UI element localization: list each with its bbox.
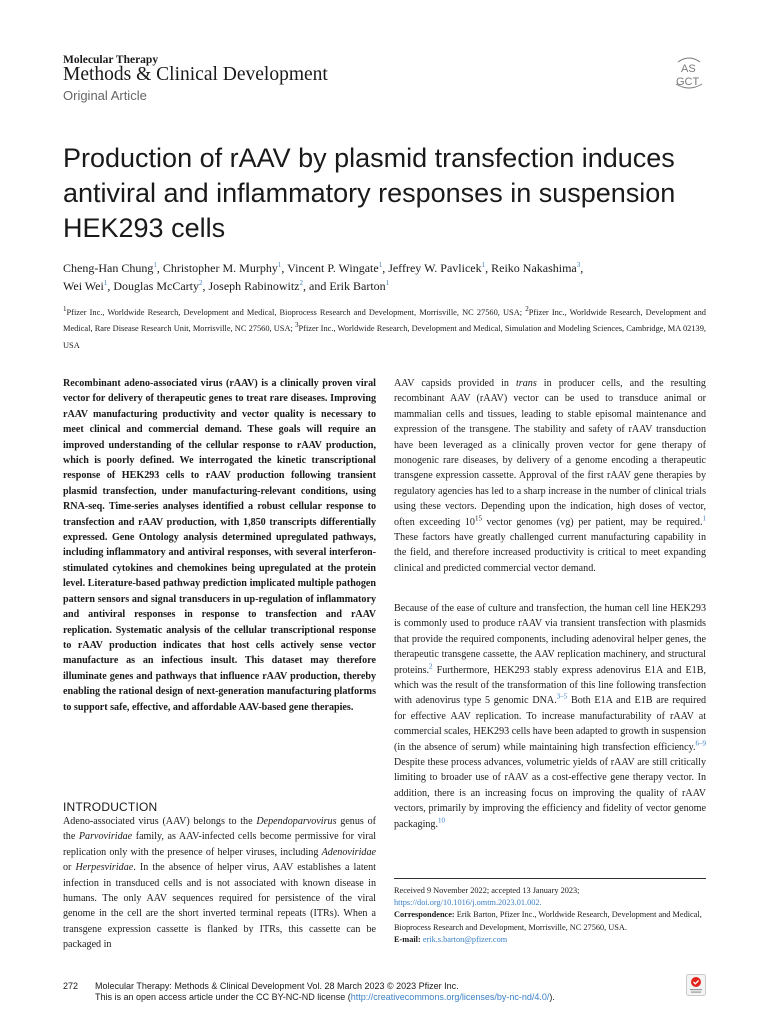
doi-link[interactable]: https://doi.org/10.1016/j.omtm.2023.01.002.	[394, 898, 542, 908]
citation-ref[interactable]: 10	[438, 816, 446, 825]
exponent: 15	[474, 514, 482, 523]
citation-ref[interactable]: 1	[702, 514, 707, 523]
text-run: genus of the	[63, 816, 376, 843]
affiliation-ref[interactable]: 1	[103, 279, 108, 287]
affiliation-ref[interactable]: 1	[385, 279, 390, 287]
introduction-heading: INTRODUCTION	[63, 800, 158, 814]
text-run: family, as AAV-infected cells become permissive for viral replication only with the presence of helper viruses, including	[63, 831, 377, 858]
affiliation-ref[interactable]: 1	[481, 261, 486, 269]
journal-name: Methods & Clinical Development	[63, 64, 328, 85]
affiliation-number: 1	[63, 305, 67, 314]
footer-citation	[95, 981, 555, 1003]
text-run: vector genomes (vg) per patient, may be required.	[481, 516, 703, 528]
received-dates: Received 9 November 2022; accepted 13 January 2023;	[394, 886, 580, 895]
text-run: These factors have greatly challenged current manufacturing capability in the field, and therefore increased productivity is critical to meet expanding clinical and predicted commercial vector demand.	[394, 532, 706, 574]
email-label: E-mail:	[394, 934, 421, 944]
affiliation-number: 3	[295, 321, 299, 330]
body-paragraph	[394, 601, 706, 832]
citation-ref[interactable]: 6–9	[695, 739, 706, 748]
affiliation-ref[interactable]: 2	[299, 279, 303, 287]
author-name: Vincent P. Wingate	[287, 261, 379, 275]
logo-text-bottom: GCT	[676, 76, 700, 88]
affiliation-ref[interactable]: 1	[378, 261, 383, 269]
license-suffix: ).	[549, 992, 555, 1003]
italic-term: Herpesviridae	[75, 862, 134, 874]
text-run: or	[63, 862, 76, 874]
article-info-box	[394, 885, 706, 946]
check-for-updates-icon[interactable]	[686, 974, 706, 996]
body-paragraph	[394, 376, 706, 576]
italic-term: trans	[516, 378, 537, 389]
citation-ref[interactable]: 3–5	[556, 693, 568, 702]
divider	[394, 878, 706, 879]
affiliations	[63, 305, 706, 354]
license-line	[95, 992, 555, 1003]
text-run: . In the absence of helper virus, AAV establishes a latent infection in transduced cells and is not associated with known disease in humans. The only AAV sequences required for persistence of the viral genome in the cell are the short inverted terminal repeats (ITRs). When a transgene expression cassette is flanked by ITRs, this cassette can be packaged in	[63, 862, 376, 951]
email-link[interactable]: erik.s.barton@pfizer.com	[422, 934, 508, 944]
correspondence-label: Correspondence:	[394, 910, 455, 920]
article-type: Original Article	[63, 88, 147, 103]
author-name: Jeffrey W. Pavlicek	[388, 261, 482, 275]
affiliation-text: Pfizer Inc., Worldwide Research, Development and Medical, Simulation and Modeling Sciences, Cambridge, MA 02139, USA	[63, 324, 706, 350]
author-name: and Erik Barton	[309, 279, 386, 293]
author-list: Cheng-Han Chung$^1$, Christopher M. Murphy$^1$, Vincent P. Wingate$^1$, Jeffrey W. Pavlicek$^1$, Reiko Nakashima$^3$, Wei Wei$^1$, Douglas McCarty$^2$, Joseph Rabinowitz$^2$, and Erik Barton$^1$	[63, 261, 584, 293]
affiliation-ref[interactable]: 1	[153, 261, 157, 269]
italic-term: Parvoviridae	[78, 831, 133, 843]
logo-text-top: AS	[681, 63, 696, 75]
correspondence-text: Erik Barton, Pfizer Inc., Worldwide Research, Development and Medical, Bioprocess Research and Development, Morrisville, NC 27560, USA.	[394, 910, 702, 932]
author-name: Reiko Nakashima	[491, 261, 577, 275]
article-title: Production of rAAV by plasmid transfection induces antiviral and inflammatory responses in suspension HEK293 cells	[63, 143, 676, 243]
citation-ref[interactable]: 2	[429, 662, 433, 671]
text-run: Because of the ease of culture and transfection, the human cell line HEK293 is commonly used to produce rAAV via transient transfection with plasmids that provide the required components, including adenoviral helper genes, the therapeutic transgene cassette, the AAV replication machinery, and structural proteins.	[394, 603, 706, 676]
license-link[interactable]: http://creativecommons.org/licenses/by-nc-nd/4.0/	[350, 992, 550, 1003]
text-run: Both E1A and E1B are required for effective AAV replication. To increase manufacturability of rAAV at commercial scales, HEK293 cells have been adapted to growth in suspension (in the absence of serum) while maintaining high transfection efficiency.	[394, 695, 706, 753]
license-prefix: This is an open access article under the CC BY-NC-ND license (	[95, 992, 351, 1003]
citation-line: Molecular Therapy: Methods & Clinical Development Vol. 28 March 2023 © 2023 Pfizer Inc.	[95, 981, 459, 991]
asgct-logo-icon	[672, 54, 706, 90]
text-run: Adeno-associated virus (AAV) belongs to the	[63, 816, 257, 827]
affiliation-number: 2	[525, 305, 529, 314]
author-name: Joseph Rabinowitz	[208, 279, 300, 293]
affiliation-ref[interactable]: 1	[277, 261, 282, 269]
text-run: in producer cells, and the resulting recombinant AAV (rAAV) vector can be used to transduce animal or mammalian cells and tissues, leading to stable episomal maintenance and expression of the transgene. The stability and safety of rAAV transduction have been leveraged as a clinically proven vector for gene therapy of monogenic rare diseases, by delivery of a genome encoding a therapeutic transgene expression cassette. Approval of the first rAAV gene therapies by regulatory agencies has led to a sharp increase in the number of clinical trials using these vectors. Depending upon the indication, high doses of vector, often exceeding 10	[394, 378, 706, 528]
author-name: Douglas McCarty	[113, 279, 199, 293]
affiliation-text: Pfizer Inc., Worldwide Research, Development and Medical, Bioprocess Research and Development, Morrisville, NC 27560, USA;	[66, 308, 526, 317]
text-run: Despite these process advances, volumetric yields of rAAV are still critically limiting to broader use of rAAV as a cost-effective gene therapy vector. In addition, there is an increasing focus on improving the quality of rAAV vectors, primarily by improving the efficiency and fidelity of vector genome packaging.	[394, 757, 706, 830]
affiliation-ref[interactable]: 3	[576, 261, 581, 269]
author-name: Cheng-Han Chung	[63, 261, 154, 275]
author-name: Christopher M. Murphy	[162, 261, 278, 275]
affiliation-ref[interactable]: 2	[199, 279, 203, 287]
affiliation-text: Pfizer Inc., Worldwide Research, Development and Medical, Rare Disease Research Unit, Morrisville, NC 27560, USA;	[63, 308, 706, 334]
italic-term: Dependoparvovirus	[256, 816, 337, 827]
abstract: Recombinant adeno-associated virus (rAAV) is a clinically proven viral vector for delivery of therapeutic genes to treat rare diseases. Improving rAAV manufacturing productivity and vector quality is necessary to meet clinical and commercial demand. These goals will require an improved understanding of the cellular response to rAAV production, which is poorly defined. We interrogated the kinetic transcriptional response of HEK293 cells to rAAV production following transient plasmid transfection, under manufacturing-relevant conditions, using RNA-seq. Time-series analyses identified a robust cellular response to transfection and rAAV production, with 1,850 transcripts differentially expressed. Gene Ontology analysis determined upregulated pathways, including inflammatory and antiviral responses, with several interferon-stimulated cytokines and chemokines being upregulated at the protein level. Literature-based pathway prediction implicated multiple pathogen pattern sensors and signal transducers in up-regulation of inflammatory and antiviral responses in response to transfection and rAAV replication. Systematic analysis of the cellular transcriptional response to rAAV production indicates that host cells actively sense vector manufacture as an infectious insult. This dataset may therefore illuminate genes and pathways that influence rAAV production, thereby enabling the rational design of next-generation manufacturing platforms to support safe, effective, and affordable AAV-based gene therapies.	[63, 378, 376, 713]
text-run: Furthermore, HEK293 stably express adenovirus E1A and E1B, which was the result of the transformation of this line following transfection with adenovirus type 5 genomic DNA.	[394, 664, 706, 707]
journal-series: Molecular Therapy	[63, 54, 159, 66]
text-run: AAV capsids provided in	[394, 378, 516, 389]
page-number: 272	[63, 981, 79, 991]
introduction-text	[63, 814, 376, 953]
author-name: Wei Wei	[63, 279, 104, 293]
italic-term: Adenoviridae	[321, 846, 376, 858]
